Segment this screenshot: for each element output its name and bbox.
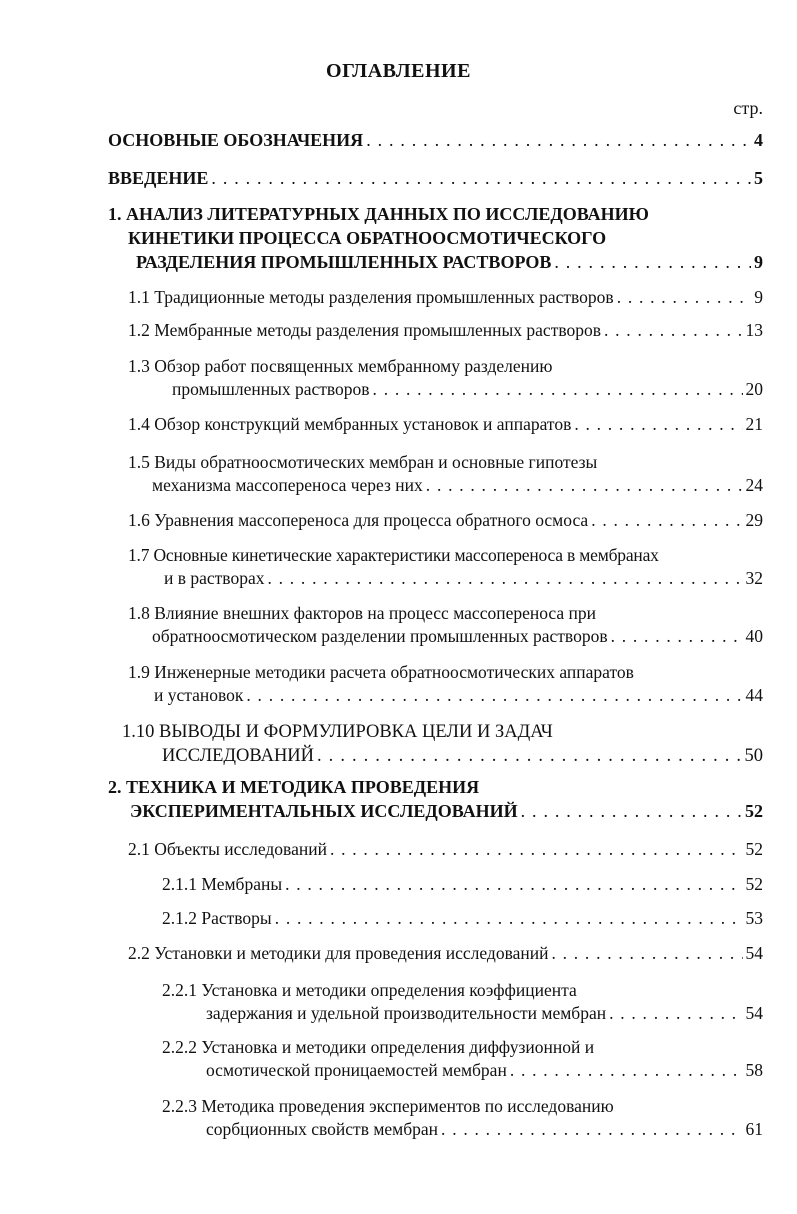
dot-leader <box>426 474 743 497</box>
toc-entry-text: 2.2.1 Установка и методики определения коэффициента <box>162 980 577 1000</box>
dot-leader <box>211 166 751 190</box>
toc-entry-text: 2.1.2 Растворы <box>162 908 272 928</box>
toc-page-number: 53 <box>745 908 763 928</box>
toc-entry-text: 1.2 Мембранные методы разделения промышленных растворов <box>128 320 601 340</box>
toc-entry-text: ЭКСПЕРИМЕНТАЛЬНЫХ ИССЛЕДОВАНИЙ <box>130 801 518 821</box>
toc-entry-text: 2.1 Объекты исследований <box>128 839 327 859</box>
toc-entry-2-2[interactable] <box>128 942 763 965</box>
toc-entry-1-6[interactable] <box>128 509 763 532</box>
toc-entry-1-7[interactable] <box>128 544 763 590</box>
toc-entry-2-2-1[interactable] <box>162 979 763 1025</box>
toc-entry-text: 1.8 Влияние внешних факторов на процесс массопереноса при <box>128 603 597 623</box>
toc-page-number: 5 <box>754 168 763 188</box>
dot-leader <box>591 509 742 532</box>
toc-entry-text: ОСНОВНЫЕ ОБОЗНАЧЕНИЯ <box>108 130 364 150</box>
dot-leader <box>521 799 742 823</box>
toc-page-number: 21 <box>745 414 763 434</box>
toc-entry-text: 1.6 Уравнения массопереноса для процесса обратного осмоса <box>128 510 589 530</box>
toc-entry-text: 2.2.3 Методика проведения экспериментов по исследованию <box>162 1096 614 1116</box>
dot-leader <box>574 413 742 436</box>
toc-entry-text: 1.1 Традиционные методы разделения промышленных растворов <box>128 287 614 307</box>
toc-page-number: 40 <box>745 626 763 646</box>
toc-entry-text: сорбционных свойств мембран <box>206 1119 439 1139</box>
toc-entry-2-1-1[interactable] <box>162 873 763 896</box>
dot-leader <box>373 378 743 401</box>
toc-page-number: 58 <box>745 1060 763 1080</box>
toc-entry-text: промышленных растворов <box>172 379 370 399</box>
dot-leader <box>609 1002 742 1025</box>
toc-entry-1-10[interactable] <box>122 720 763 768</box>
toc-entry-2-2-3[interactable] <box>162 1095 763 1141</box>
toc-entry-text: ВВЕДЕНИЕ <box>108 168 209 188</box>
toc-page-number: 52 <box>745 874 763 894</box>
toc-page-number: 13 <box>745 320 763 340</box>
toc-page-number: 54 <box>745 1003 763 1023</box>
toc-entry-text: 1. АНАЛИЗ ЛИТЕРАТУРНЫХ ДАННЫХ ПО ИССЛЕДОВАНИЮ <box>108 204 649 224</box>
toc-page-number: 54 <box>745 943 763 963</box>
toc-entry-1-8[interactable] <box>128 602 763 648</box>
page-column-header: стр. <box>733 98 763 118</box>
toc-entry-text: 1.9 Инженерные методики расчета обратноосмотических аппаратов <box>128 662 634 682</box>
toc-page-number: 20 <box>745 379 763 399</box>
toc-title: ОГЛАВЛЕНИЕ <box>326 60 471 82</box>
toc-entry-text: ИССЛЕДОВАНИЙ <box>162 746 315 766</box>
toc-page-number: 44 <box>745 685 763 705</box>
toc-entry-2-1-2[interactable] <box>162 907 763 930</box>
dot-leader <box>330 838 743 861</box>
toc-page-number: 29 <box>745 510 763 530</box>
dot-leader <box>441 1118 742 1141</box>
toc-entry-text: осмотической проницаемостей мембран <box>206 1060 507 1080</box>
toc-entry-text: КИНЕТИКИ ПРОЦЕССА ОБРАТНООСМОТИЧЕСКОГО <box>128 228 607 248</box>
toc-entry-text: 1.7 Основные кинетические характеристики массопереноса в мембранах <box>128 545 659 565</box>
toc-entry-1-4[interactable] <box>128 413 763 436</box>
toc-entry-1-9[interactable] <box>128 661 763 707</box>
dot-leader <box>611 625 743 648</box>
toc-entry-1-3[interactable] <box>128 355 763 401</box>
dot-leader <box>366 128 751 152</box>
dot-leader <box>604 319 743 342</box>
toc-entry-text: 2.1.1 Мембраны <box>162 874 283 894</box>
dot-leader <box>554 250 751 274</box>
toc-entry-1-5[interactable] <box>128 451 763 497</box>
toc-entry-chapter-1[interactable] <box>108 202 763 274</box>
toc-entry-2-1[interactable] <box>128 838 763 861</box>
dot-leader <box>510 1059 743 1082</box>
toc-entry-chapter-2[interactable] <box>108 775 763 823</box>
toc-page-number: 32 <box>745 568 763 588</box>
toc-page-number: 24 <box>745 475 763 495</box>
toc-entry-text: механизма массопереноса через них <box>152 475 423 495</box>
toc-entry-introduction[interactable] <box>108 166 763 190</box>
toc-entry-text: 1.4 Обзор конструкций мембранных установок и аппаратов <box>128 414 572 434</box>
toc-page-number: 52 <box>745 801 763 821</box>
toc-page-number: 52 <box>745 839 763 859</box>
dot-leader <box>551 942 742 965</box>
toc-entry-symbols[interactable] <box>108 128 763 152</box>
dot-leader <box>267 567 742 590</box>
dot-leader <box>246 684 742 707</box>
toc-entry-1-1[interactable] <box>128 286 763 309</box>
toc-entry-text: 2.2.2 Установка и методики определения диффузионной и <box>162 1037 595 1057</box>
toc-entry-text: 1.5 Виды обратноосмотических мембран и основные гипотезы <box>128 452 598 472</box>
toc-page-number: 9 <box>754 252 763 272</box>
toc-page-number: 50 <box>744 746 763 766</box>
dot-leader <box>285 873 742 896</box>
toc-entry-text: и в растворах <box>164 568 265 588</box>
toc-entry-text: обратноосмотическом разделении промышленных растворов <box>152 626 608 646</box>
dot-leader <box>275 907 743 930</box>
toc-page-number: 4 <box>754 130 763 150</box>
toc-entry-1-2[interactable] <box>128 319 763 342</box>
dot-leader <box>617 286 752 309</box>
toc-page-number: 9 <box>754 287 763 307</box>
dot-leader <box>317 744 741 768</box>
toc-entry-text: 2. ТЕХНИКА И МЕТОДИКА ПРОВЕДЕНИЯ <box>108 777 480 797</box>
toc-entry-text: 1.3 Обзор работ посвященных мембранному разделению <box>128 356 553 376</box>
toc-page-number: 61 <box>745 1119 763 1139</box>
toc-entry-text: РАЗДЕЛЕНИЯ ПРОМЫШЛЕННЫХ РАСТВОРОВ <box>136 252 552 272</box>
toc-entry-text: задержания и удельной производительности мембран <box>206 1003 607 1023</box>
toc-entry-2-2-2[interactable] <box>162 1036 763 1082</box>
toc-entry-text: и установок <box>154 685 244 705</box>
toc-entry-text: 2.2 Установки и методики для проведения исследований <box>128 943 549 963</box>
toc-entry-text: 1.10 ВЫВОДЫ И ФОРМУЛИРОВКА ЦЕЛИ И ЗАДАЧ <box>122 722 553 742</box>
